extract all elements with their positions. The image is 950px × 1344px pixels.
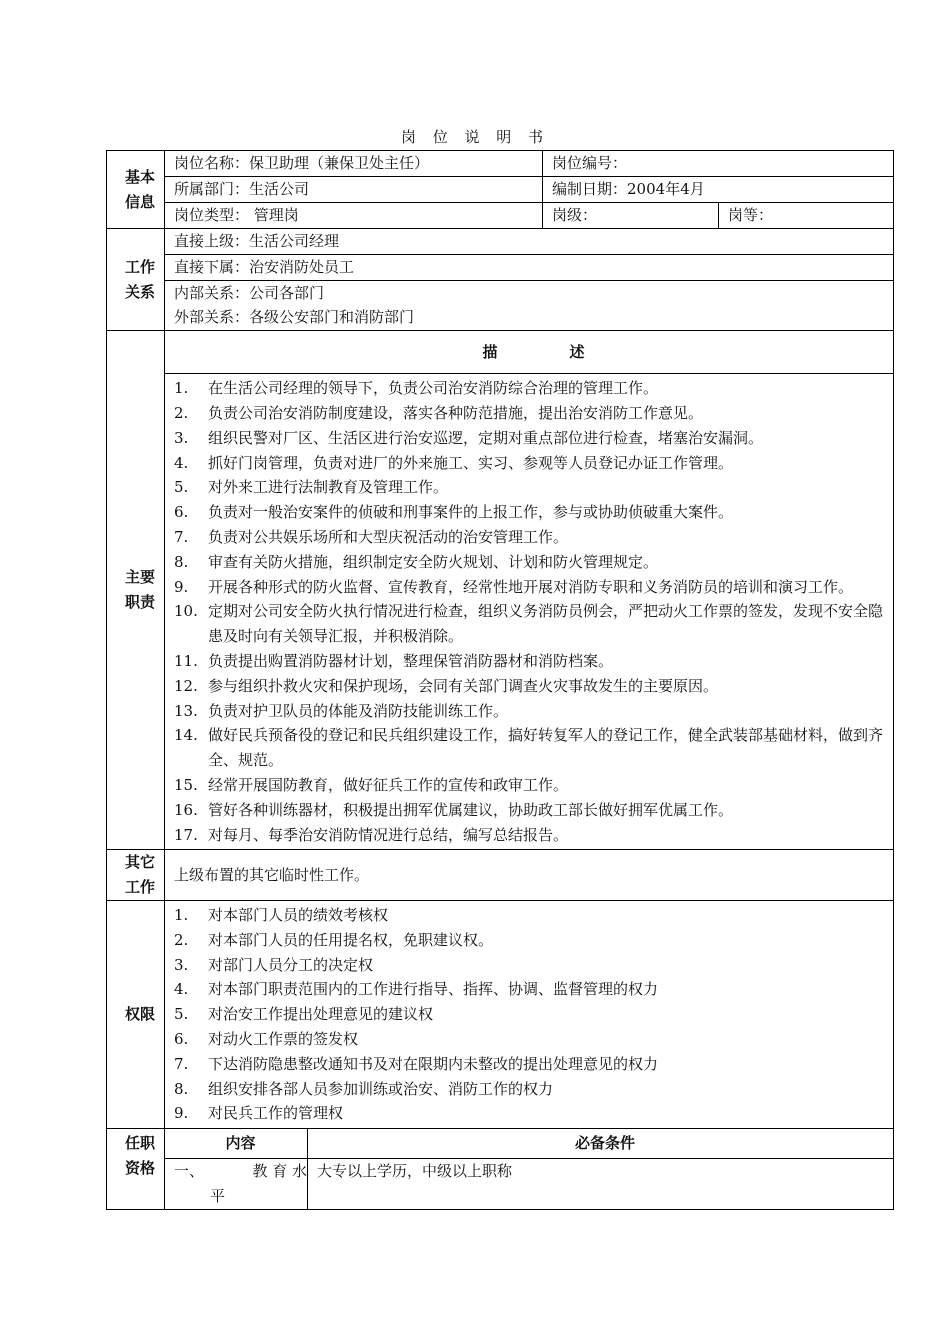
- authority-item: [174, 928, 893, 953]
- duty-item: [174, 525, 887, 550]
- duty-item-number: 4.: [174, 453, 189, 472]
- duty-item-number: 3.: [174, 428, 189, 447]
- authority-item: [174, 1101, 893, 1126]
- duty-item: [174, 575, 887, 600]
- education-label: [165, 1159, 308, 1210]
- qualifications-header: 任职 资格: [107, 1129, 165, 1210]
- duty-item-number: 6.: [174, 503, 189, 522]
- duty-item-number: 9.: [174, 577, 189, 596]
- authority-item-number: 5.: [174, 1005, 189, 1024]
- duty-item-text: 负责对一般治安案件的侦破和刑事案件的上报工作，参与或协助侦破重大案件。: [208, 503, 734, 522]
- duty-item: [174, 550, 887, 575]
- authority-item-number: 3.: [174, 955, 189, 974]
- duty-item: [174, 599, 887, 649]
- duty-item: [174, 500, 887, 525]
- authority-cell: [165, 900, 894, 1128]
- duty-item-number: 7.: [174, 527, 189, 546]
- department: 所属部门：生活公司: [165, 177, 543, 203]
- authority-item-text: 对部门人员分工的决定权: [208, 955, 374, 974]
- authority-item-text: 组织安排各部人员参加训练或治安、消防工作的权力: [208, 1079, 554, 1098]
- duty-item-number: 10.: [174, 602, 198, 621]
- duty-item-text: 负责公司治安消防制度建设，落实各种防范措施，提出治安消防工作意见。: [208, 403, 704, 422]
- duty-item-text: 做好民兵预备役的登记和民兵组织建设工作，搞好转复军人的登记工作，健全武装部基础材料，做到齐全、规范。: [208, 726, 884, 770]
- main-duties-header: 主要 职责: [107, 331, 165, 850]
- authority-item-text: 对本部门人员的绩效考核权: [208, 905, 389, 924]
- authority-item-text: 对治安工作提出处理意见的建议权: [208, 1005, 434, 1024]
- duty-item-text: 对每月、每季治安消防情况进行总结，编写总结报告。: [208, 825, 569, 844]
- authority-item-number: 4.: [174, 980, 189, 999]
- qualification-head-row: [107, 1129, 894, 1159]
- duty-item: [174, 823, 887, 848]
- required-column-header: 必备条件: [308, 1129, 894, 1159]
- authority-item-number: 2.: [174, 930, 189, 949]
- direct-subordinate: 直接下属：治安消防处员工: [165, 254, 894, 280]
- other-work-header: 其它 工作: [107, 850, 165, 901]
- authority-item: [174, 1077, 893, 1102]
- education-requirement: 大专以上学历，中级以上职称: [308, 1159, 894, 1210]
- duty-item: [174, 376, 887, 401]
- relations-row-1: [107, 229, 894, 255]
- duty-item-number: 14.: [174, 726, 198, 745]
- duty-item: [174, 723, 887, 773]
- duty-item-number: 13.: [174, 701, 198, 720]
- authority-row: [107, 900, 894, 1128]
- internal-relations: 内部关系：公司各部门: [174, 283, 325, 302]
- authority-item-text: 对民兵工作的管理权: [208, 1104, 344, 1123]
- duty-item-text: 对外来工进行法制教育及管理工作。: [208, 478, 449, 497]
- position-level: 岗级：: [543, 203, 719, 229]
- authority-item-number: 7.: [174, 1054, 189, 1073]
- duty-item-text: 组织民警对厂区、生活区进行治安巡逻，定期对重点部位进行检查，堵塞治安漏洞。: [208, 428, 764, 447]
- job-description-table: [106, 150, 894, 1210]
- position-type: 岗位类型： 管理岗: [165, 203, 543, 229]
- duty-item-number: 16.: [174, 800, 198, 819]
- relations-row-2: [107, 254, 894, 280]
- duty-item-text: 负责对公共娱乐场所和大型庆祝活动的治安管理工作。: [208, 527, 569, 546]
- duty-item-number: 8.: [174, 552, 189, 571]
- other-work-text: 上级布置的其它临时性工作。: [165, 850, 894, 901]
- authority-item-text: 对本部门人员的任用提名权，免职建议权。: [208, 930, 494, 949]
- authority-item-text: 对本部门职责范围内的工作进行指导、指挥、协调、监督管理的权力: [208, 980, 659, 999]
- authority-item-number: 8.: [174, 1079, 189, 1098]
- duty-item-number: 5.: [174, 478, 189, 497]
- authority-item-text: 对动火工作票的签发权: [208, 1029, 359, 1048]
- duty-item: [174, 649, 887, 674]
- duty-item: [174, 699, 887, 724]
- description-heading: 描 述: [165, 331, 894, 374]
- duty-item-text: 管好各种训练器材，积极提出拥军优属建议，协助政工部长做好拥军优属工作。: [208, 800, 734, 819]
- duty-item-text: 参与组织扑救火灾和保护现场，会同有关部门调查火灾事故发生的主要原因。: [208, 676, 719, 695]
- authority-item: [174, 1052, 893, 1077]
- duty-item-number: 2.: [174, 403, 189, 422]
- duty-item: [174, 451, 887, 476]
- authority-item-number: 9.: [174, 1104, 189, 1123]
- authority-item: [174, 1002, 893, 1027]
- education-row: [107, 1159, 894, 1210]
- duty-item-text: 定期对公司安全防火执行情况进行检查，组织义务消防员例会，严把动火工作票的签发，发现不安全隐患及时向有关领导汇报，并积极消除。: [208, 602, 884, 646]
- duty-item: [174, 798, 887, 823]
- authority-item-number: 1.: [174, 905, 189, 924]
- duty-item-text: 负责对护卫队员的体能及消防技能训练工作。: [208, 701, 509, 720]
- position-number: 岗位编号：: [543, 151, 894, 177]
- relations-row-3: [107, 280, 894, 331]
- authority-header: 权限: [107, 900, 165, 1128]
- basic-row-3: [107, 203, 894, 229]
- authority-item: [174, 953, 893, 978]
- authority-item: [174, 1027, 893, 1052]
- position-grade: 岗等：: [719, 203, 894, 229]
- duties-list-row: [107, 374, 894, 850]
- duty-item-text: 开展各种形式的防火监督、宣传教育，经常性地开展对消防专职和义务消防员的培训和演习工作。: [208, 577, 854, 596]
- duty-item: [174, 773, 887, 798]
- duty-item: [174, 674, 887, 699]
- education-label-line1: 教 育 水: [252, 1162, 307, 1181]
- external-relations: 外部关系：各级公安部门和消防部门: [174, 308, 415, 327]
- duties-cell: [165, 374, 894, 850]
- duty-item-number: 15.: [174, 775, 198, 794]
- duty-item-text: 抓好门岗管理，负责对进厂的外来施工、实习、参观等人员登记办证工作管理。: [208, 453, 734, 472]
- duty-item-text: 负责提出购置消防器材计划，整理保管消防器材和消防档案。: [208, 651, 614, 670]
- duties-head-row: [107, 331, 894, 374]
- authority-item-text: 下达消防隐患整改通知书及对在限期内未整改的提出处理意见的权力: [208, 1054, 659, 1073]
- work-relations-header: 工作 关系: [107, 229, 165, 331]
- direct-superior: 直接上级：生活公司经理: [165, 229, 894, 255]
- compile-date: 编制日期：2004年4月: [543, 177, 894, 203]
- duty-item-number: 1.: [174, 379, 189, 398]
- authority-list: [174, 901, 893, 1128]
- basic-row-2: [107, 177, 894, 203]
- duty-item: [174, 401, 887, 426]
- authority-item: [174, 977, 893, 1002]
- internal-external-relations: [165, 280, 894, 331]
- authority-item: [174, 903, 893, 928]
- authority-item-number: 6.: [174, 1029, 189, 1048]
- education-prefix: 一、: [174, 1162, 205, 1181]
- basic-row-1: [107, 151, 894, 177]
- duty-item: [174, 475, 887, 500]
- duty-item-text: 在生活公司经理的领导下，负责公司治安消防综合治理的管理工作。: [208, 379, 659, 398]
- education-label-line2: 平: [210, 1186, 226, 1205]
- position-name: 岗位名称：保卫助理（兼保卫处主任）: [165, 151, 543, 177]
- duty-item-text: 经常开展国防教育，做好征兵工作的宣传和政审工作。: [208, 775, 569, 794]
- duty-item-text: 审查有关防火措施，组织制定安全防火规划、计划和防火管理规定。: [208, 552, 659, 571]
- duty-item-number: 17.: [174, 825, 198, 844]
- duty-item-number: 11.: [174, 651, 198, 670]
- basic-info-header: 基本 信息: [107, 151, 165, 229]
- other-work-row: [107, 850, 894, 901]
- document-title: 岗 位 说 明 书: [400, 128, 550, 146]
- duty-item: [174, 426, 887, 451]
- duties-list: [174, 374, 887, 849]
- content-column-header: 内容: [165, 1129, 308, 1159]
- duty-item-number: 12.: [174, 676, 198, 695]
